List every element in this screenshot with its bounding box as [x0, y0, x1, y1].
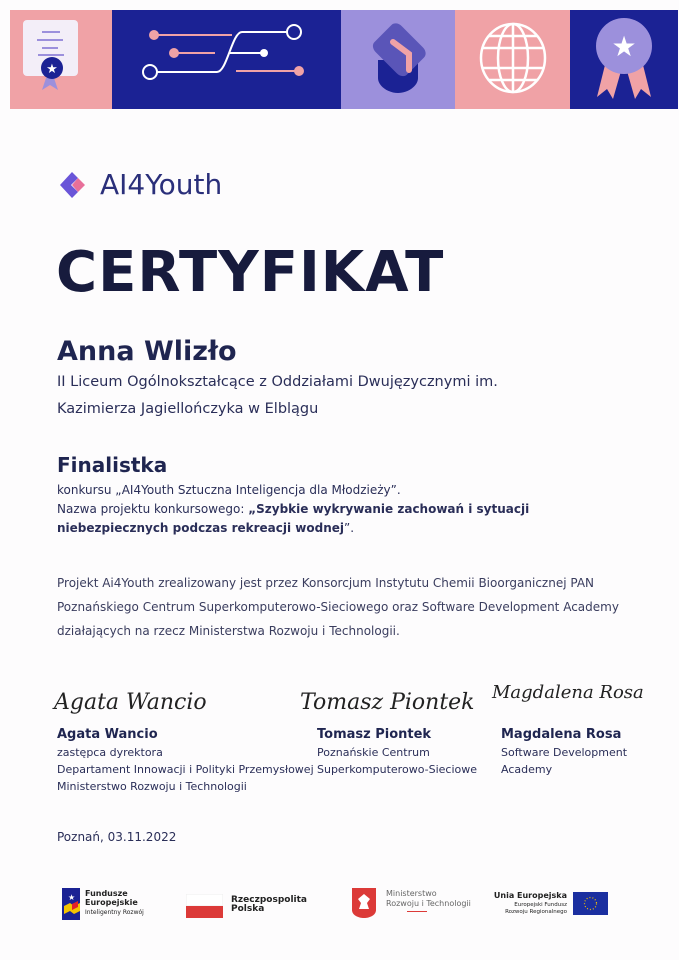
- signatory-3-line: Software Development: [501, 746, 628, 759]
- award-medal-icon: [570, 10, 678, 109]
- description-line-3: działających na rzecz Ministerstwa Rozwoju i Technologii.: [57, 624, 400, 638]
- fe-line-3: Inteligentny Rozwój: [85, 909, 144, 916]
- recipient-name: Anna Wlizło: [57, 336, 237, 367]
- school-line-2: Kazimierza Jagiellończyka w Elblągu: [57, 401, 319, 417]
- award-icon-tile: [570, 10, 678, 109]
- ministry-red-line: [407, 911, 427, 912]
- signatory-1-line: zastępca dyrektora: [57, 746, 163, 759]
- project-title-1: „Szybkie wykrywanie zachowań i sytuacji: [248, 502, 530, 516]
- signature-3: Magdalena Rosa: [492, 682, 644, 703]
- ue-line-3: Rozwoju Regionalnego: [505, 909, 567, 915]
- ai4youth-logo: [58, 168, 222, 201]
- signatory-3-line: Academy: [501, 763, 553, 776]
- ue-line-2: Europejski Fundusz: [514, 902, 567, 908]
- signatory-1-line: Ministerstwo Rozwoju i Technologii: [57, 780, 247, 793]
- fe-line-2: Europejskie: [85, 898, 138, 907]
- award-role: Finalistka: [57, 453, 168, 477]
- place-date: Poznań, 03.11.2022: [57, 830, 177, 844]
- fe-line-1: Fundusze: [85, 889, 128, 898]
- signatory-1-name: Agata Wancio: [57, 727, 158, 742]
- logo-text: AI4Youth: [100, 168, 223, 201]
- graduation-cap-icon: [341, 10, 455, 109]
- polish-eagle-emblem-icon: [352, 888, 376, 918]
- signatory-3-name: Magdalena Rosa: [501, 727, 622, 742]
- certificate-icon: [10, 10, 112, 109]
- circuit-icon-tile: [112, 10, 341, 109]
- eu-flag-icon: [573, 892, 608, 915]
- svg-text:★: ★: [611, 30, 637, 63]
- ue-line-1: Unia Europejska: [493, 891, 567, 900]
- signatory-2-name: Tomasz Piontek: [317, 727, 432, 742]
- rp-line-1: Rzeczpospolita: [231, 895, 307, 905]
- svg-text:★: ★: [68, 893, 76, 902]
- min-line-2: Rozwoju i Technologii: [386, 899, 471, 908]
- header-banner: [10, 10, 678, 109]
- signatory-2-line: Superkomputerowo-Sieciowe: [317, 763, 477, 776]
- polish-flag-icon: [186, 894, 223, 918]
- svg-text:★: ★: [46, 62, 58, 77]
- project-title-2: niebezpiecznych podczas rekreacji wodnej: [57, 521, 345, 535]
- min-line-1: Ministerstwo: [386, 889, 437, 898]
- globe-icon-tile: [455, 10, 570, 109]
- school-line-1: II Liceum Ogólnokształcące z Oddziałami Dwujęzycznymi im.: [57, 374, 498, 390]
- certificate-title: CERTYFIKAT: [56, 240, 445, 305]
- project-line-2: [57, 521, 354, 535]
- project-label: Nazwa projektu konkursowego:: [57, 502, 249, 516]
- rp-line-2: Polska: [231, 904, 265, 914]
- contest-name: konkursu „AI4Youth Sztuczna Inteligencja dla Młodzieży”.: [57, 483, 401, 497]
- signatory-1-line: Departament Innowacji i Polityki Przemysłowej: [57, 763, 314, 776]
- description-line-2: Poznańskiego Centrum Superkomputerowo-Sieciowego oraz Software Development Academy: [57, 600, 619, 614]
- fundusze-europejskie-logo-icon: [62, 888, 80, 920]
- description-line-1: Projekt Ai4Youth zrealizowany jest przez Konsorcjum Instytutu Chemii Bioorganicznej PAN: [57, 576, 595, 590]
- graduation-cap-icon-tile: [341, 10, 455, 109]
- signature-2: Tomasz Piontek: [300, 690, 475, 715]
- ai4youth-logo-icon: [58, 170, 92, 200]
- project-end: ”.: [344, 521, 355, 535]
- signatory-2-line: Poznańskie Centrum: [317, 746, 430, 759]
- globe-icon: [455, 10, 570, 109]
- certificate-icon-tile: [10, 10, 112, 109]
- signature-1: Agata Wancio: [54, 690, 207, 715]
- circuit-icon: [112, 10, 341, 109]
- project-line-1: [57, 502, 529, 516]
